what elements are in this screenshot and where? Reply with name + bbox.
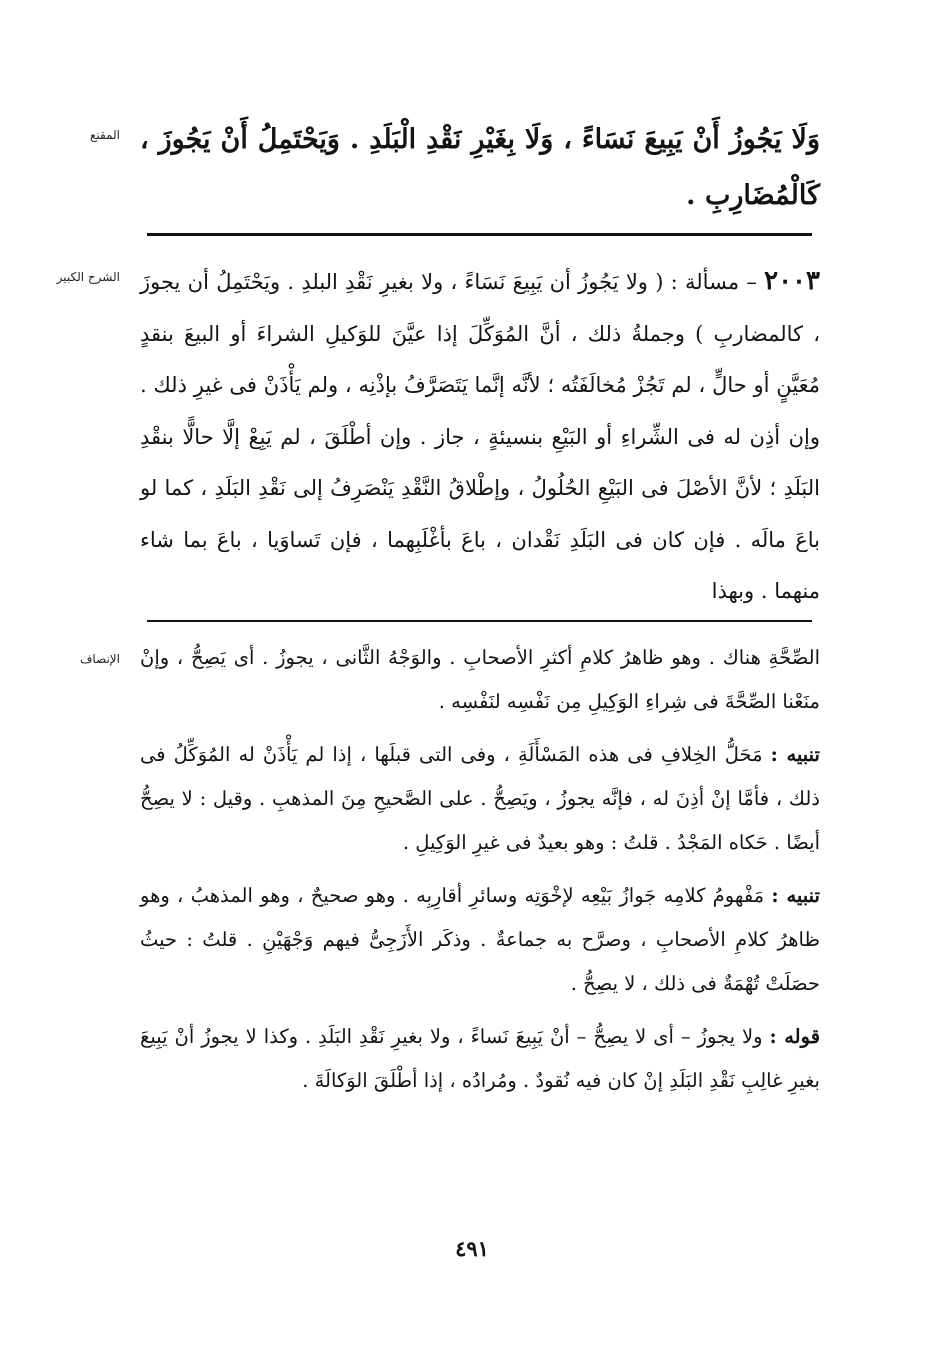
page-number: ٤٩١ [455, 1236, 489, 1261]
insaf-paragraph-1: الصِّحَّةِ هناك . وهو ظاهرُ كلامِ أكثرِ الأصحابِ . والوَجْهُ الثَّانى ، يجوزُ . أى يَصِحُّ ، وإنْ منَعْنا الصِّحَّةَ فى شِراءِ الوَكِيلِ مِن نَفْسِه لنَفْسِه . [140, 646, 820, 713]
insaf-text-block [140, 636, 820, 1112]
insaf-paragraph-2 [140, 733, 820, 865]
qawluh-label: قوله : [769, 1025, 821, 1048]
section-divider-thick [147, 233, 812, 236]
tanbih-label-1: تنبيه : [770, 743, 820, 766]
issue-number: ٢٠٠٣ [764, 266, 820, 296]
muqni-paragraph: وَلَا يَجُوزُ أَنْ يَبِيعَ نَسَاءً ، وَلَا بِغَيْرِ نَقْدِ الْبَلَدِ . وَيَحْتَمِلُ أَنْ يَجُوزَ ، كَالْمُضَارِبِ . [140, 124, 820, 211]
insaf-paragraph-3-body: مَفْهومُ كلامِه جَوازُ بَيْعِه لإخْوَتِه وسائرِ أقارِبِه . وهو صحيحٌ ، وهو المذهبُ ، وهو ظاهرُ كلامِ الأصحابِ ، وصرَّح به جماعةٌ . وذكَر الأَزَجِىُّ فيهم وَجْهَيْنِ . قلتُ : حيثُ حصَلَتْ تُهْمَةٌ فى ذلك ، لا يصِحُّ . [140, 884, 820, 995]
sharh-paragraph [140, 256, 820, 618]
insaf-paragraph-4-body: ولا يجوزُ – أى لا يصِحُّ – أنْ يَبِيعَ نَساءً ، ولا بغيرِ نَقْدِ البَلَدِ . وكذا لا يجوزُ أنْ يَبِيعَ بغيرِ غالِبِ نَقْدِ البَلَدِ إنْ كان فيه نُقودٌ . ومُرادُه ، إذا أطْلَقَ الوَكالَةَ . [140, 1025, 820, 1092]
sharh-text-block [140, 256, 820, 618]
muqni-text-block [140, 112, 820, 224]
section-label-insaf: الإنصاف [79, 652, 120, 666]
insaf-paragraph-2-body: مَحَلُّ الخِلافِ فى هذه المَسْأَلَةِ ، وفى التى قبلَها ، إذا لم يَأْذَنْ له المُوَكِّلُ فى ذلك ، فأمَّا إنْ أذِنَ له ، فإنَّه يجوزُ ، ويَصِحُّ . على الصَّحيحِ مِنَ المذهبِ . وقيل : لا يصِحُّ أيضًا . حَكاه المَجْدُ . قلتُ : وهو بعيدٌ فى غيرِ الوَكِيلِ . [140, 743, 820, 854]
sharh-body: – مسألة : ( ولا يَجُوزُ أن يَبِيعَ نَسَاءً ، ولا بغيرِ نَقْدِ البلدِ . ويَحْتَمِلُ أن يجوزَ ، كالمضاربِ ) وجملةُ ذلك ، أنَّ المُوَكِّلَ إذا عيَّنَ للوَكيلِ الشراءَ أو البيعَ بنقدٍ مُعَيَّنٍ أو حالٍّ ، لم تَجُزْ مُخالَفَتُه ؛ لأنَّه إنَّما يَتَصَرَّفُ بإذْنِه ، ولم يَأْذَنْ فى غيرِ ذلك . وإن أذِن له فى الشِّراءِ أو البَيْعِ بنسيئةٍ ، جاز . وإن أطْلَقَ ، لم يَبِعْ إلَّا حالًّا بنقْدِ البَلَدِ ؛ لأنَّ الأصْلَ فى البَيْعِ الحُلُولُ ، وإطْلاقُ النَّقْدِ يَنْصَرِفُ إلى نَقْدِ البَلَدِ ، كما لو باعَ مالَه . فإن كان فى البَلَدِ نَقْدان ، باعَ بأغْلَبِهما ، فإن تَساوَيا ، باعَ بما شاء منهما . وبهذا [140, 270, 820, 603]
section-divider-thin [147, 620, 812, 622]
tanbih-label-2: تنبيه : [771, 884, 820, 907]
insaf-paragraph-3 [140, 874, 820, 1006]
section-label-sharh: الشرح الكبير [56, 270, 120, 284]
insaf-paragraph-4 [140, 1015, 820, 1103]
section-label-muqni: المقنع [89, 128, 120, 142]
